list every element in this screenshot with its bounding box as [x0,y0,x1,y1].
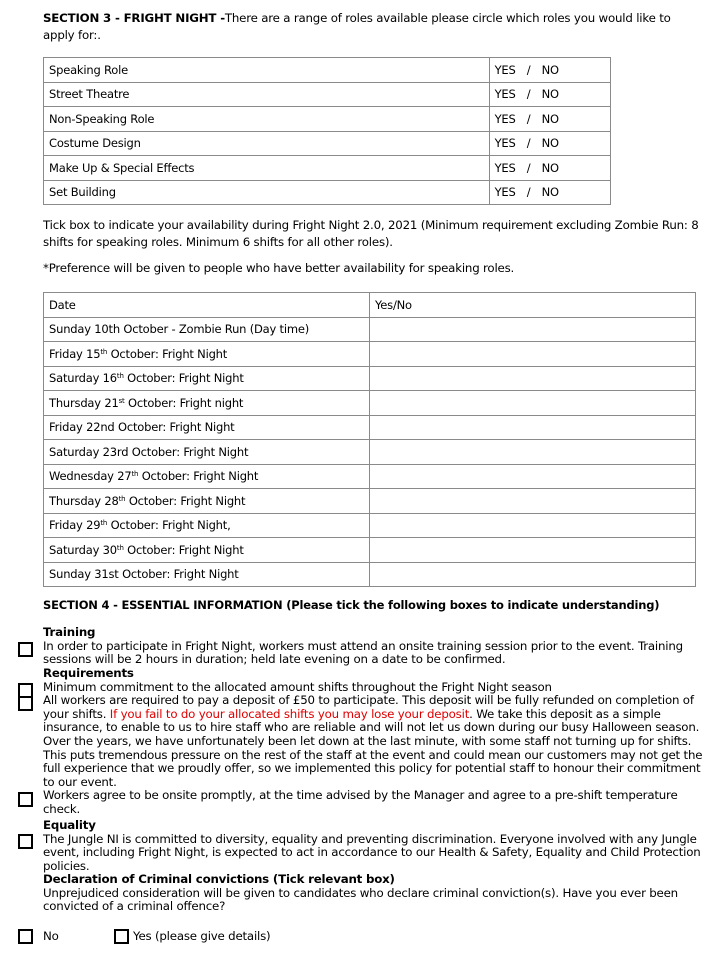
role-yes-no-choice[interactable] [489,58,610,83]
onsite-checkbox[interactable] [18,792,33,807]
role-row [44,58,611,83]
criminal-no-checkbox[interactable] [18,929,33,944]
role-label: Make Up & Special Effects [44,156,490,181]
date-text: Saturday 16 [49,371,117,386]
ordinal-suffix: th [116,372,124,381]
equality-checkbox[interactable] [18,834,33,849]
training-title: Training [43,625,96,639]
date-cell [44,391,370,416]
availability-row [44,440,696,465]
separator: / [526,160,531,175]
date-text-rest: October: Fright Night [107,346,228,361]
section3-intro [43,10,703,44]
training-text: In order to participate in Fright Night, workers must attend an onsite training session prior to the event. Training sessions will be 2 hours in duration; held late evening on a date to be confirmed. [43,638,683,667]
no-option[interactable]: NO [541,136,559,151]
role-label: Non-Speaking Role [44,107,490,132]
separator: / [526,87,531,102]
availability-row [44,415,696,440]
yes-option[interactable]: YES [494,87,516,102]
availability-row [44,464,696,489]
role-yes-no-choice[interactable] [489,82,610,107]
ordinal-suffix: st [118,396,125,405]
date-cell [44,513,370,538]
role-yes-no-choice[interactable] [489,107,610,132]
ordinal-suffix: th [116,543,124,552]
roles-table [43,57,611,205]
availability-header-row [44,293,696,318]
role-label: Set Building [44,180,490,205]
date-text: Sunday 31st October: Fright Night [49,567,239,582]
criminal-yes-label: Yes (please give details) [133,929,271,943]
role-yes-no-choice[interactable] [489,156,610,181]
training-block [43,626,703,667]
availability-input-cell[interactable] [370,513,696,538]
availability-row [44,513,696,538]
ordinal-suffix: th [131,470,139,479]
date-cell [44,366,370,391]
criminal-yes-checkbox[interactable] [114,929,129,944]
role-row [44,107,611,132]
date-cell [44,440,370,465]
date-cell [44,489,370,514]
ordinal-suffix: th [100,347,108,356]
role-row [44,82,611,107]
date-cell [44,317,370,342]
date-cell [44,538,370,563]
ordinal-suffix: th [118,494,126,503]
availability-input-cell[interactable] [370,317,696,342]
role-label: Street Theatre [44,82,490,107]
availability-input-cell[interactable] [370,342,696,367]
yes-option[interactable]: YES [494,111,516,126]
no-option[interactable]: NO [541,111,559,126]
availability-input-cell[interactable] [370,440,696,465]
availability-row [44,562,696,587]
role-row [44,156,611,181]
availability-row [44,317,696,342]
onsite-text: Workers agree to be onsite promptly, at the time advised by the Manager and agree to a pre-shift temperature check. [43,788,678,816]
deposit-text-part2: . We take this deposit as a simple insurance, to enable to us to hire staff who are reliable and will not let us down during our busy Halloween season. Over the years, we have unfortunately been let down at the last minute, with some staff not turning up for shifts. This puts tremendous pressure on the rest of the staff at the event and could mean our customers may not get the full experience that we proudly offer, so we implemented this policy for potential staff to honour their commitment to our event. [43,706,703,789]
availability-input-cell[interactable] [370,366,696,391]
date-text: Friday 15 [49,346,101,361]
availability-input-cell[interactable] [370,464,696,489]
criminal-title: Declaration of Criminal convictions (Tick relevant box) [43,872,395,886]
section3-heading: SECTION 3 - FRIGHT NIGHT - [43,11,225,25]
equality-block [43,819,703,873]
deposit-checkbox[interactable] [18,696,33,711]
role-yes-no-choice[interactable] [489,131,610,156]
preference-note: *Preference will be given to people who have better availability for speaking roles. [43,261,515,275]
yes-option[interactable]: YES [494,160,516,175]
availability-row [44,366,696,391]
date-text-rest: October: Fright Night [123,542,244,557]
equality-text: The Jungle NI is committed to diversity, equality and preventing discrimination. Everyone involved with any Jungle event, including Fright Night, is expected to act in accordance to our Health & Safety, Equality and Child Protection policies. [43,831,701,873]
availability-row [44,489,696,514]
separator: / [526,136,531,151]
date-text-rest: October: Fright Night, [107,518,231,533]
availability-row [44,391,696,416]
date-text: Saturday 23rd October: Fright Night [49,444,249,459]
commitment-text: Minimum commitment to the allocated amount shifts throughout the Fright Night season [43,679,552,694]
availability-input-cell[interactable] [370,538,696,563]
availability-row [44,342,696,367]
ordinal-suffix: th [100,519,108,528]
deposit-text-part1: All workers are required to pay a deposit of £50 to participate. This deposit will be fully refunded on completion of your shifts. [43,693,694,721]
yes-option[interactable]: YES [494,62,516,77]
role-row [44,131,611,156]
role-row [44,180,611,205]
date-text: Sunday 10th October - Zombie Run (Day time) [49,322,310,337]
date-cell [44,342,370,367]
availability-instructions: Tick box to indicate your availability during Fright Night 2.0, 2021 (Minimum requirement excluding Zombie Run: 8 shifts for speaking roles. Minimum 6 shifts for all other roles). [43,218,699,249]
section4-heading: SECTION 4 - ESSENTIAL INFORMATION (Please tick the following boxes to indicate understanding) [43,598,660,612]
date-column-header: Date [44,293,370,318]
requirements-title: Requirements [43,666,134,680]
date-text: Friday 22nd October: Fright Night [49,420,235,435]
no-option[interactable]: NO [541,87,559,102]
date-text: Thursday 28 [49,493,119,508]
deposit-warning: If you fail to do your allocated shifts you may lose your deposit [109,706,470,721]
date-text: Wednesday 27 [49,469,132,484]
equality-title: Equality [43,818,96,832]
training-checkbox[interactable] [18,642,33,657]
no-option[interactable]: NO [541,62,559,77]
date-cell [44,415,370,440]
date-text-rest: October: Fright Night [138,469,259,484]
date-text-rest: October: Fright Night [125,493,246,508]
separator: / [526,111,531,126]
availability-input-cell[interactable] [370,415,696,440]
deposit-text [43,694,703,789]
yes-no-column-header: Yes/No [370,293,696,318]
date-text: Thursday 21 [49,395,119,410]
criminal-no-label: No [43,929,59,943]
availability-input-cell[interactable] [370,489,696,514]
criminal-block [43,873,703,914]
separator: / [526,185,531,200]
yes-option[interactable]: YES [494,185,516,200]
yes-option[interactable]: YES [494,136,516,151]
availability-table [43,292,696,587]
availability-row [44,538,696,563]
date-cell [44,562,370,587]
separator: / [526,62,531,77]
requirements-block [43,667,703,817]
date-text: Saturday 30 [49,542,117,557]
date-text-rest: October: Fright Night [123,371,244,386]
date-text: Friday 29 [49,518,101,533]
no-option[interactable]: NO [541,185,559,200]
no-option[interactable]: NO [541,160,559,175]
section3-intro-text: There are a range of roles available please circle which roles you would like to apply for:. [43,11,671,42]
availability-input-cell[interactable] [370,391,696,416]
role-label: Speaking Role [44,58,490,83]
date-text-rest: October: Fright night [124,395,244,410]
role-label: Costume Design [44,131,490,156]
availability-input-cell[interactable] [370,562,696,587]
role-yes-no-choice[interactable] [489,180,610,205]
criminal-text: Unprejudiced consideration will be given to candidates who declare criminal conviction(s). Have you ever been convicted of a criminal offence? [43,885,678,914]
date-cell [44,464,370,489]
